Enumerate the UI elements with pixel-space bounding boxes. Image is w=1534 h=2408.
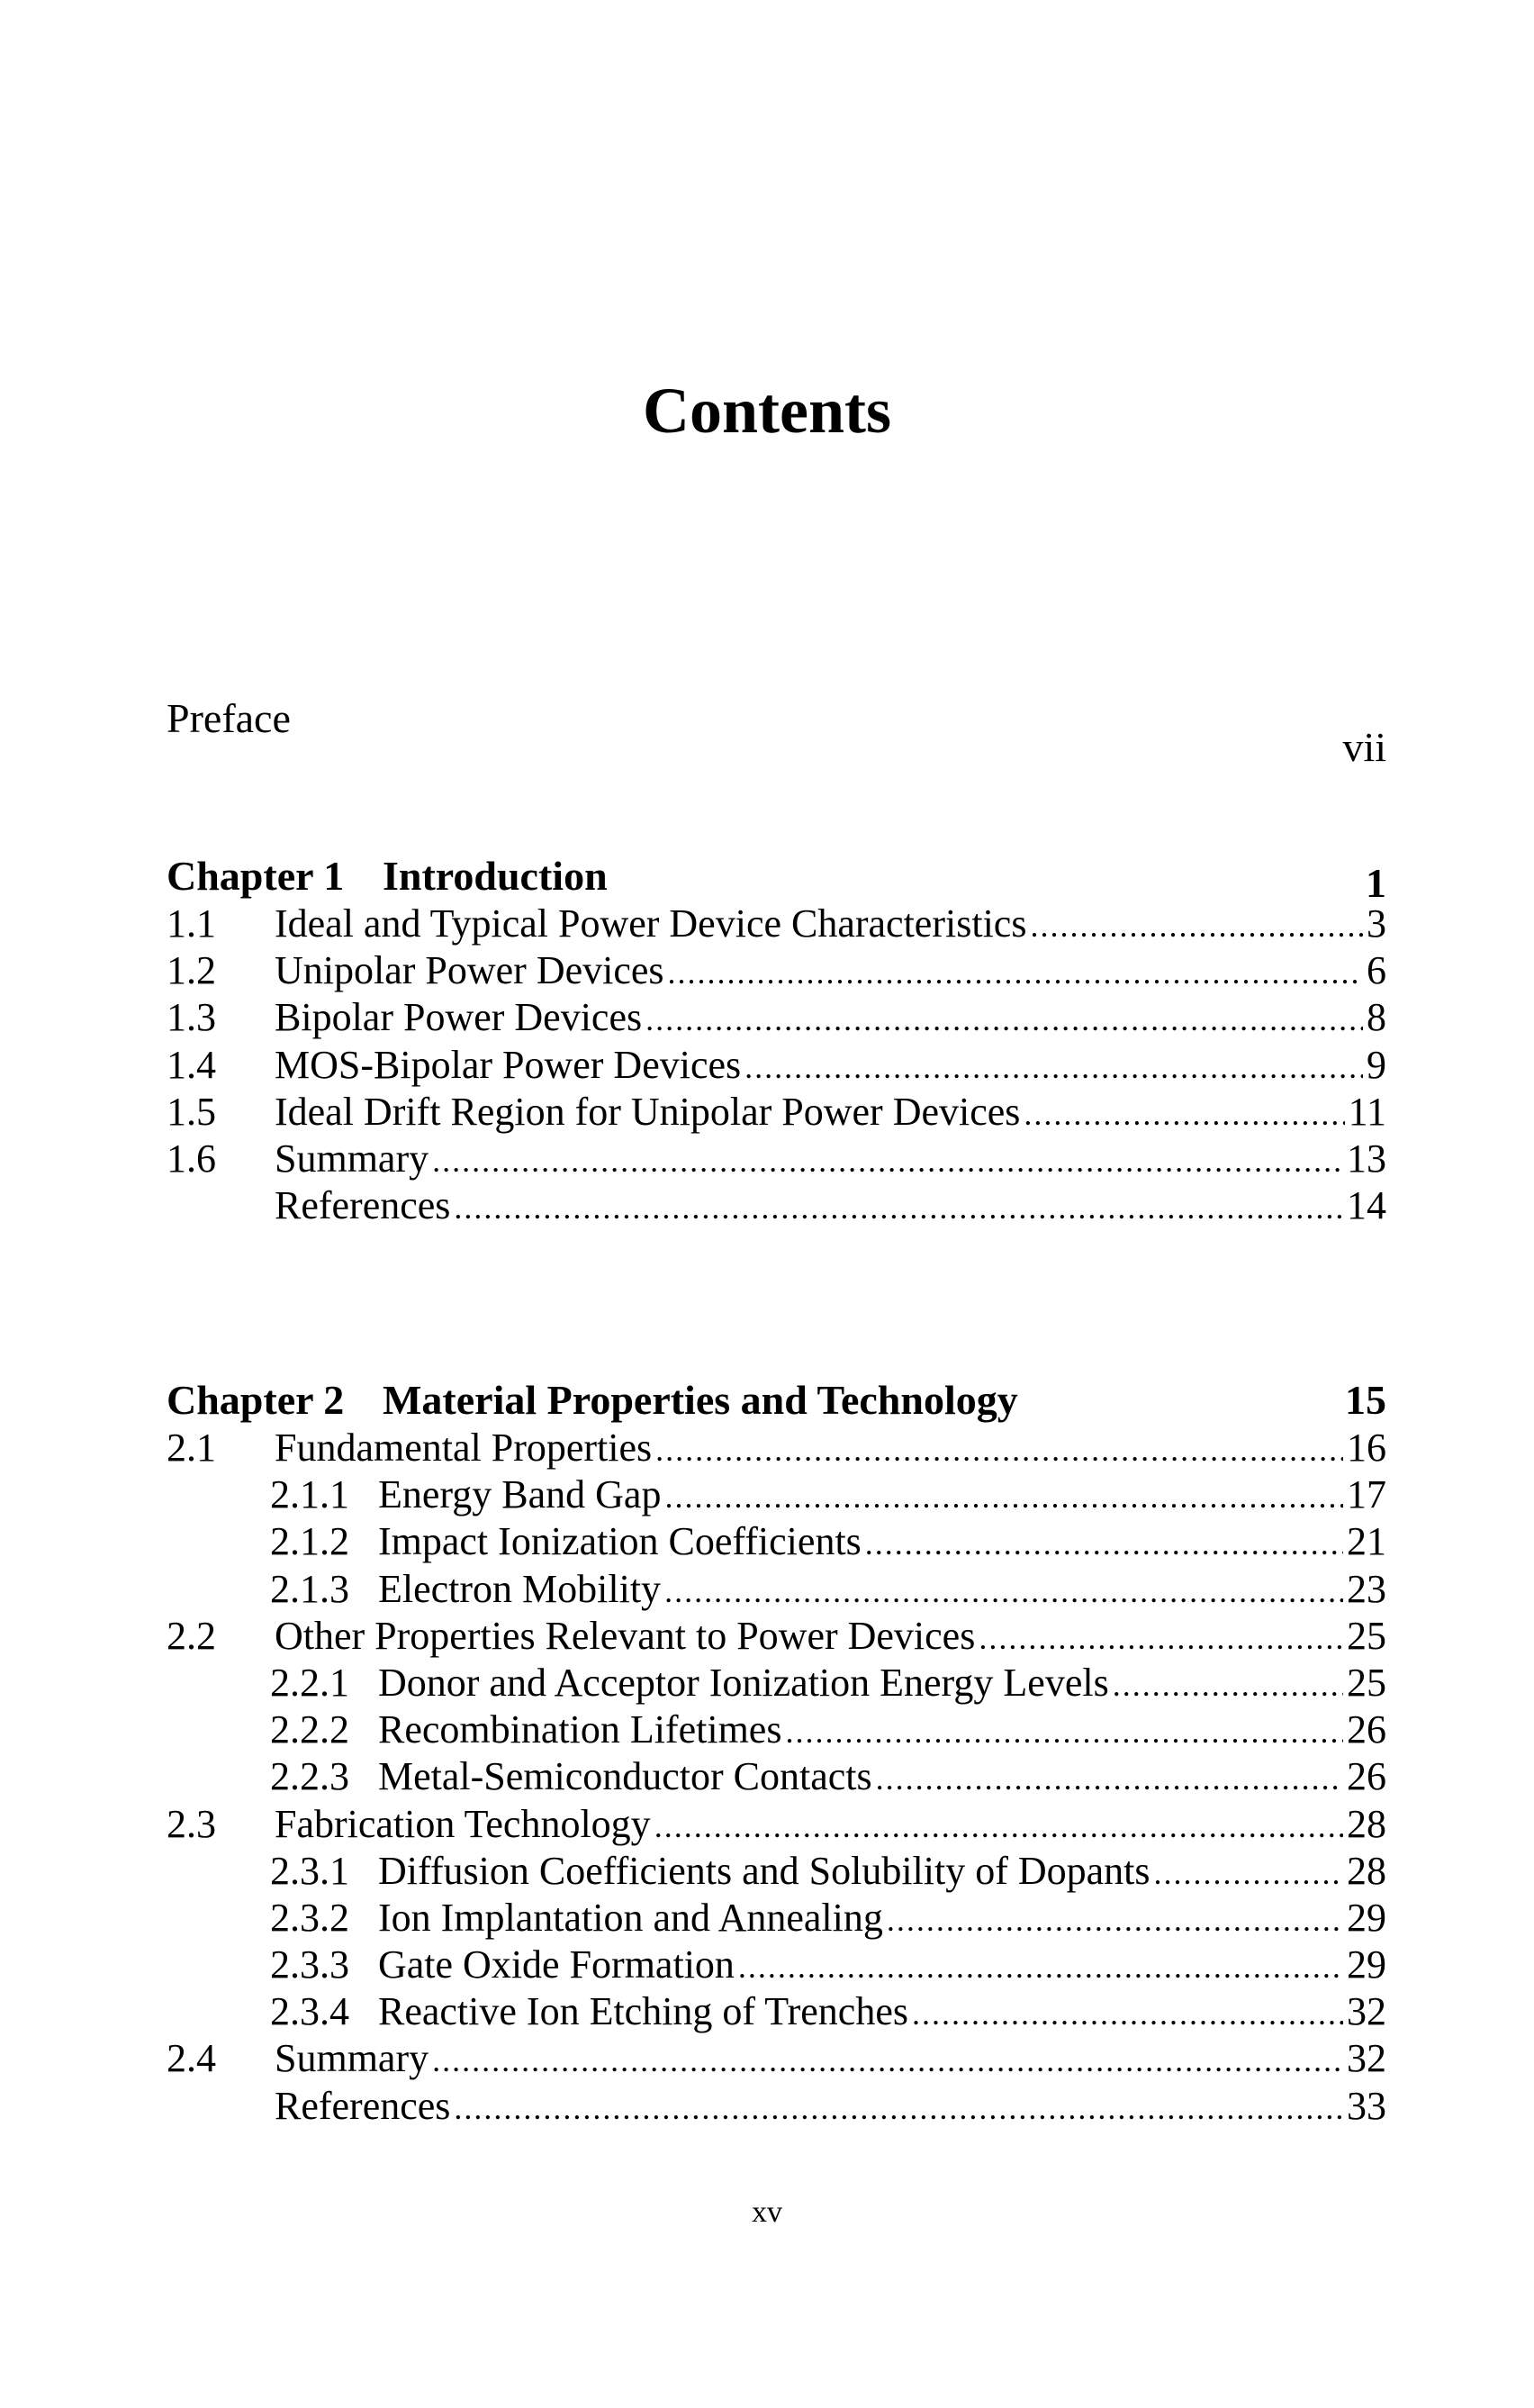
- section-page-number: 11: [1348, 1089, 1386, 1134]
- subsection-page-number: 26: [1347, 1707, 1386, 1752]
- toc-subentry[interactable]: [167, 1942, 1386, 1988]
- section-title: Bipolar Power Devices: [275, 995, 643, 1040]
- toc-entry[interactable]: [167, 947, 1386, 994]
- section-number: 1.3: [167, 995, 216, 1040]
- subsection-number: 2.3.4: [270, 1989, 349, 2034]
- chapter-label: Chapter 1: [167, 853, 345, 899]
- section-title: MOS-Bipolar Power Devices: [275, 1042, 742, 1087]
- subsection-number: 2.3.3: [270, 1942, 349, 1987]
- subsection-title: Ion Implantation and Annealing: [378, 1895, 883, 1940]
- subsection-title: Metal-Semiconductor Contacts: [378, 1754, 872, 1799]
- chapter-page-number: 1: [1366, 860, 1386, 906]
- section-page-number: 3: [1367, 901, 1386, 946]
- chapter-title: Introduction: [383, 853, 608, 899]
- toc-entry[interactable]: [167, 994, 1386, 1041]
- subsection-page-number: 17: [1347, 1472, 1386, 1517]
- toc-entry[interactable]: [167, 1182, 1386, 1229]
- chapter-label: Chapter 2: [167, 1377, 345, 1423]
- subsection-page-number: 26: [1347, 1754, 1386, 1799]
- toc-entry[interactable]: [167, 901, 1386, 947]
- section-title: Unipolar Power Devices: [275, 948, 664, 993]
- dot-leader: [654, 1803, 1343, 1850]
- section-number: 1.6: [167, 1136, 216, 1181]
- dot-leader: [668, 949, 1363, 996]
- dot-leader: [979, 1615, 1343, 1661]
- chapter-2-section: [167, 1376, 1386, 2130]
- toc-entry[interactable]: [167, 1613, 1386, 1660]
- subsection-number: 2.1.1: [270, 1472, 349, 1517]
- subsection-page-number: 21: [1347, 1519, 1386, 1564]
- section-number: 2.2: [167, 1613, 216, 1658]
- section-title: Summary: [275, 2036, 429, 2081]
- subsection-page-number: 29: [1347, 1942, 1386, 1987]
- toc-entry[interactable]: [167, 2083, 1386, 2130]
- section-page-number: 28: [1347, 1801, 1386, 1846]
- chapter-heading[interactable]: [167, 852, 1386, 906]
- dot-leader: [876, 1755, 1343, 1802]
- section-number: 2.1: [167, 1426, 216, 1470]
- section-number: 1.4: [167, 1042, 216, 1087]
- toc-entry[interactable]: [167, 1801, 1386, 1848]
- section-page-number: 14: [1347, 1183, 1386, 1228]
- subsection-page-number: 28: [1347, 1848, 1386, 1893]
- subsection-title: Gate Oxide Formation: [378, 1942, 735, 1987]
- subsection-page-number: 32: [1347, 1989, 1386, 2034]
- dot-leader: [785, 1708, 1343, 1755]
- dot-leader: [454, 2085, 1343, 2132]
- section-page-number: 8: [1367, 995, 1386, 1040]
- section-title: References: [275, 2083, 451, 2128]
- toc-subentry[interactable]: [167, 1895, 1386, 1942]
- dot-leader: [744, 1044, 1363, 1091]
- preface-page-number: vii: [1342, 724, 1386, 770]
- toc-subentry[interactable]: [167, 1518, 1386, 1565]
- toc-subentry[interactable]: [167, 1566, 1386, 1613]
- subsection-number: 2.1.3: [270, 1566, 349, 1611]
- chapter-title: Material Properties and Technology: [383, 1377, 1018, 1423]
- chapter-page-number: 15: [1345, 1377, 1386, 1423]
- dot-leader: [655, 1426, 1343, 1473]
- section-page-number: 9: [1367, 1042, 1386, 1087]
- preface-entry[interactable]: [167, 695, 1386, 770]
- section-title: Ideal and Typical Power Device Characteristics: [275, 901, 1027, 946]
- toc-subentry[interactable]: [167, 1848, 1386, 1895]
- section-number: 1.2: [167, 948, 216, 993]
- section-number: 1.1: [167, 901, 216, 946]
- section-page-number: 25: [1347, 1613, 1386, 1658]
- subsection-page-number: 29: [1347, 1895, 1386, 1940]
- subsection-number: 2.1.2: [270, 1519, 349, 1564]
- subsection-title: Energy Band Gap: [378, 1472, 662, 1517]
- toc-subentry[interactable]: [167, 1988, 1386, 2035]
- section-title: Ideal Drift Region for Unipolar Power Devices: [275, 1089, 1021, 1134]
- section-number: 2.4: [167, 2036, 216, 2081]
- toc-subentry[interactable]: [167, 1471, 1386, 1518]
- toc-subentry[interactable]: [167, 1706, 1386, 1753]
- section-title: Other Properties Relevant to Power Devices: [275, 1613, 976, 1658]
- subsection-page-number: 25: [1347, 1660, 1386, 1705]
- subsection-number: 2.2.1: [270, 1660, 349, 1705]
- section-page-number: 16: [1347, 1426, 1386, 1470]
- subsection-title: Recombination Lifetimes: [378, 1707, 782, 1752]
- subsection-title: Impact Ionization Coefficients: [378, 1519, 862, 1564]
- subsection-number: 2.3.1: [270, 1848, 349, 1893]
- toc-entry[interactable]: [167, 1425, 1386, 1471]
- section-page-number: 13: [1347, 1136, 1386, 1181]
- subsection-number: 2.2.3: [270, 1754, 349, 1799]
- dot-leader: [1154, 1850, 1343, 1897]
- dot-leader: [887, 1897, 1343, 1943]
- subsection-number: 2.3.2: [270, 1895, 349, 1940]
- section-title: References: [275, 1183, 451, 1228]
- section-title: Fundamental Properties: [275, 1426, 653, 1470]
- toc-entry[interactable]: [167, 1136, 1386, 1182]
- preface-label: Preface: [167, 695, 291, 741]
- page-title: Contents: [642, 375, 891, 447]
- dot-leader: [1024, 1091, 1344, 1137]
- dot-leader: [1113, 1661, 1343, 1708]
- dot-leader: [664, 1568, 1343, 1615]
- dot-leader: [432, 2037, 1343, 2084]
- dot-leader: [664, 1473, 1343, 1520]
- dot-leader: [454, 1184, 1343, 1231]
- page-folio: xv: [752, 2195, 782, 2229]
- chapter-heading[interactable]: [167, 1376, 1386, 1425]
- toc-entry[interactable]: [167, 1089, 1386, 1136]
- toc-entry[interactable]: [167, 2035, 1386, 2082]
- subsection-title: Reactive Ion Etching of Trenches: [378, 1989, 908, 2034]
- toc-subentry[interactable]: [167, 1660, 1386, 1706]
- subsection-number: 2.2.2: [270, 1707, 349, 1752]
- chapter-1-section: [167, 852, 1386, 1229]
- section-number: 1.5: [167, 1089, 216, 1134]
- dot-leader: [1030, 902, 1363, 949]
- dot-leader: [432, 1137, 1343, 1184]
- toc-subentry[interactable]: [167, 1753, 1386, 1800]
- subsection-page-number: 23: [1347, 1566, 1386, 1611]
- dot-leader: [645, 996, 1363, 1043]
- dot-leader: [912, 1990, 1343, 2037]
- subsection-title: Donor and Acceptor Ionization Energy Levels: [378, 1660, 1109, 1705]
- section-page-number: 33: [1347, 2083, 1386, 2128]
- section-number: 2.3: [167, 1801, 216, 1846]
- toc-entry[interactable]: [167, 1042, 1386, 1089]
- dot-leader: [738, 1943, 1343, 1990]
- section-title: Summary: [275, 1136, 429, 1181]
- subsection-title: Electron Mobility: [378, 1566, 662, 1611]
- section-page-number: 6: [1367, 948, 1386, 993]
- section-page-number: 32: [1347, 2036, 1386, 2081]
- subsection-title: Diffusion Coefficients and Solubility of Dopants: [378, 1848, 1150, 1893]
- section-title: Fabrication Technology: [275, 1801, 651, 1846]
- dot-leader: [865, 1520, 1343, 1567]
